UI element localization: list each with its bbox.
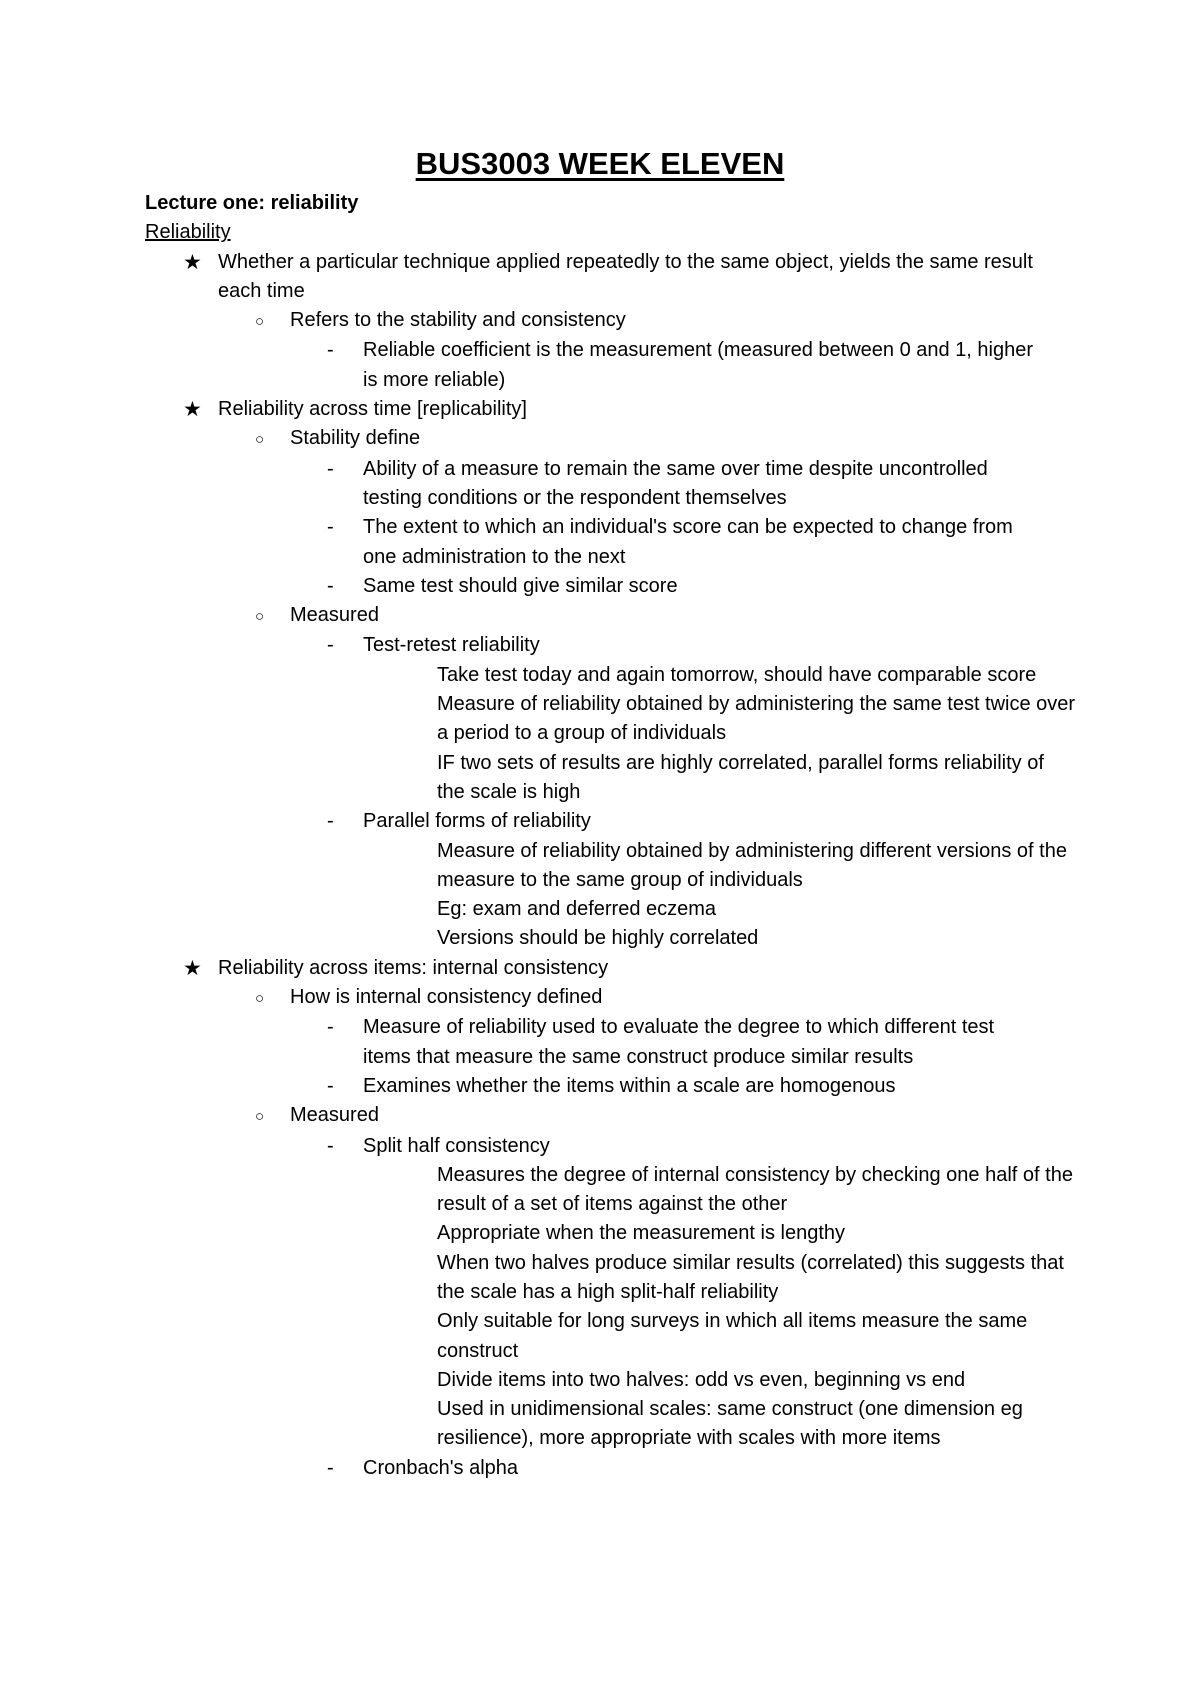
circle-bullet-icon: ○ bbox=[255, 431, 265, 449]
list-item-text: When two halves produce similar results (correlated) this suggests that the scale has a high split-half reliability bbox=[437, 1251, 1064, 1303]
list-item bbox=[145, 1013, 1085, 1072]
list-item-text: Reliability across items: internal consistency bbox=[218, 956, 609, 979]
dash-bullet-icon: - bbox=[327, 1074, 334, 1097]
list-item-text: Measure of reliability obtained by administering different versions of the measure to the same group of individuals bbox=[437, 839, 1067, 891]
list-item-text: Stability define bbox=[290, 427, 421, 450]
list-item bbox=[145, 1307, 1085, 1366]
list-item bbox=[145, 983, 1085, 1013]
list-item-text: Appropriate when the measurement is lengthy bbox=[437, 1222, 846, 1245]
circle-bullet-icon: ○ bbox=[255, 313, 265, 331]
list-item bbox=[145, 513, 1085, 572]
list-item bbox=[145, 954, 1085, 983]
dash-bullet-icon: - bbox=[327, 810, 334, 833]
list-item bbox=[145, 306, 1085, 336]
dash-bullet-icon: - bbox=[327, 339, 334, 362]
list-item bbox=[145, 1101, 1085, 1131]
list-item-text: Cronbach's alpha bbox=[363, 1456, 519, 1479]
dash-bullet-icon: - bbox=[327, 634, 334, 657]
bullet-list bbox=[145, 248, 1085, 1483]
list-item-text: Refers to the stability and consistency bbox=[290, 309, 626, 332]
list-item-text: Measured bbox=[290, 1104, 379, 1127]
list-item bbox=[145, 1132, 1085, 1161]
list-item bbox=[145, 1366, 1085, 1395]
list-item-text: Divide items into two halves: odd vs even, beginning vs end bbox=[437, 1368, 966, 1391]
list-item-text: Reliable coefficient is the measurement (measured between 0 and 1, higher is more reliable) bbox=[363, 339, 1034, 391]
dash-bullet-icon: - bbox=[327, 457, 334, 480]
dash-bullet-icon: - bbox=[327, 574, 334, 597]
dash-bullet-icon: - bbox=[327, 1016, 334, 1039]
list-item-text: Same test should give similar score bbox=[363, 574, 678, 597]
list-item-text: Whether a particular technique applied repeatedly to the same object, yields the same result each time bbox=[218, 250, 1033, 302]
list-item bbox=[145, 1454, 1085, 1483]
list-item bbox=[145, 601, 1085, 631]
list-item bbox=[145, 1249, 1085, 1308]
list-item-text: Parallel forms of reliability bbox=[363, 810, 591, 833]
list-item bbox=[145, 837, 1085, 896]
lecture-heading: Lecture one: reliability bbox=[145, 192, 359, 214]
list-item-text: The extent to which an individual's score can be expected to change from one administration to the next bbox=[363, 516, 1013, 568]
list-item-text: Versions should be highly correlated bbox=[437, 927, 759, 950]
list-item-text: Only suitable for long surveys in which all items measure the same construct bbox=[437, 1310, 1028, 1362]
circle-bullet-icon: ○ bbox=[255, 1108, 265, 1126]
list-item bbox=[145, 1395, 1085, 1454]
list-item bbox=[145, 924, 1085, 953]
list-item bbox=[145, 1161, 1085, 1220]
list-item bbox=[145, 424, 1085, 454]
circle-bullet-icon: ○ bbox=[255, 608, 265, 626]
circle-bullet-icon: ○ bbox=[255, 990, 265, 1008]
list-item-text: Test-retest reliability bbox=[363, 634, 540, 657]
document-content bbox=[145, 189, 1085, 1483]
list-item-text: Eg: exam and deferred eczema bbox=[437, 898, 717, 921]
list-item bbox=[145, 631, 1085, 660]
list-item-text: Used in unidimensional scales: same construct (one dimension eg resilience), more appropriate with scales with more items bbox=[437, 1398, 1023, 1450]
dash-bullet-icon: - bbox=[327, 516, 334, 539]
list-item bbox=[145, 248, 1085, 307]
list-item bbox=[145, 895, 1085, 924]
list-item-text: IF two sets of results are highly correlated, parallel forms reliability of the scale is high bbox=[437, 751, 1044, 803]
list-item-text: Reliability across time [replicability] bbox=[218, 398, 527, 421]
list-item-text: Take test today and again tomorrow, should have comparable score bbox=[437, 663, 1037, 686]
list-item-text: Measure of reliability used to evaluate the degree to which different test items that measure the same construct produce similar results bbox=[363, 1016, 995, 1068]
list-item bbox=[145, 690, 1085, 749]
section-heading: Reliability bbox=[145, 221, 231, 244]
list-item bbox=[145, 807, 1085, 836]
list-item bbox=[145, 661, 1085, 690]
star-bullet-icon: ★ bbox=[183, 250, 202, 274]
document-title: BUS3003 WEEK ELEVEN bbox=[415, 146, 785, 181]
list-item bbox=[145, 1072, 1085, 1101]
list-item-text: Measure of reliability obtained by administering the same test twice over a period to a group of individuals bbox=[437, 693, 1076, 745]
dash-bullet-icon: - bbox=[327, 1456, 334, 1479]
list-item-text: How is internal consistency defined bbox=[290, 986, 603, 1009]
list-item bbox=[145, 749, 1085, 808]
list-item bbox=[145, 395, 1085, 424]
dash-bullet-icon: - bbox=[327, 1134, 334, 1157]
list-item bbox=[145, 336, 1085, 395]
list-item-text: Measured bbox=[290, 604, 379, 627]
list-item-text: Measures the degree of internal consistency by checking one half of the result of a set of items against the other bbox=[437, 1163, 1073, 1216]
list-item bbox=[145, 1219, 1085, 1248]
star-bullet-icon: ★ bbox=[183, 398, 202, 422]
list-item-text: Split half consistency bbox=[363, 1134, 550, 1157]
list-item-text: Ability of a measure to remain the same over time despite uncontrolled testing conditions or the respondent themselves bbox=[363, 457, 988, 509]
star-bullet-icon: ★ bbox=[183, 956, 202, 980]
list-item bbox=[145, 455, 1085, 514]
list-item bbox=[145, 572, 1085, 601]
list-item-text: Examines whether the items within a scale are homogenous bbox=[363, 1074, 896, 1097]
